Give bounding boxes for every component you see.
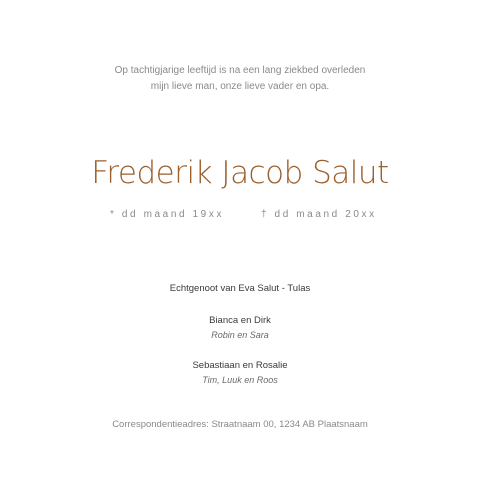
intro-line-2: mijn lieve man, onze lieve vader en opa. — [150, 81, 330, 92]
deceased-name: Frederik Jacob Salut — [91, 155, 389, 191]
grandchildren-line-2: Tim, Luuk en Roos — [202, 375, 278, 385]
birth-date: * dd maand 19xx — [110, 209, 225, 220]
child-line-1: Bianca en Dirk — [209, 315, 271, 326]
child-line-2: Sebastiaan en Rosalie — [192, 360, 288, 371]
death-date: † dd maand 20xx — [261, 209, 377, 220]
correspondence-address: Correspondentieadres: Straatnaam 00, 1234 AB Plaatsnaam — [112, 419, 368, 430]
family-section — [0, 282, 480, 387]
spouse-line: Echtgenoot van Eva Salut - Tulas — [169, 283, 311, 294]
intro-text — [0, 63, 480, 95]
intro-line-1: Op tachtigjarige leeftijd is na een lang ziekbed overleden — [114, 65, 366, 76]
life-dates — [0, 209, 480, 223]
grandchildren-line-1: Robin en Sara — [211, 330, 269, 340]
